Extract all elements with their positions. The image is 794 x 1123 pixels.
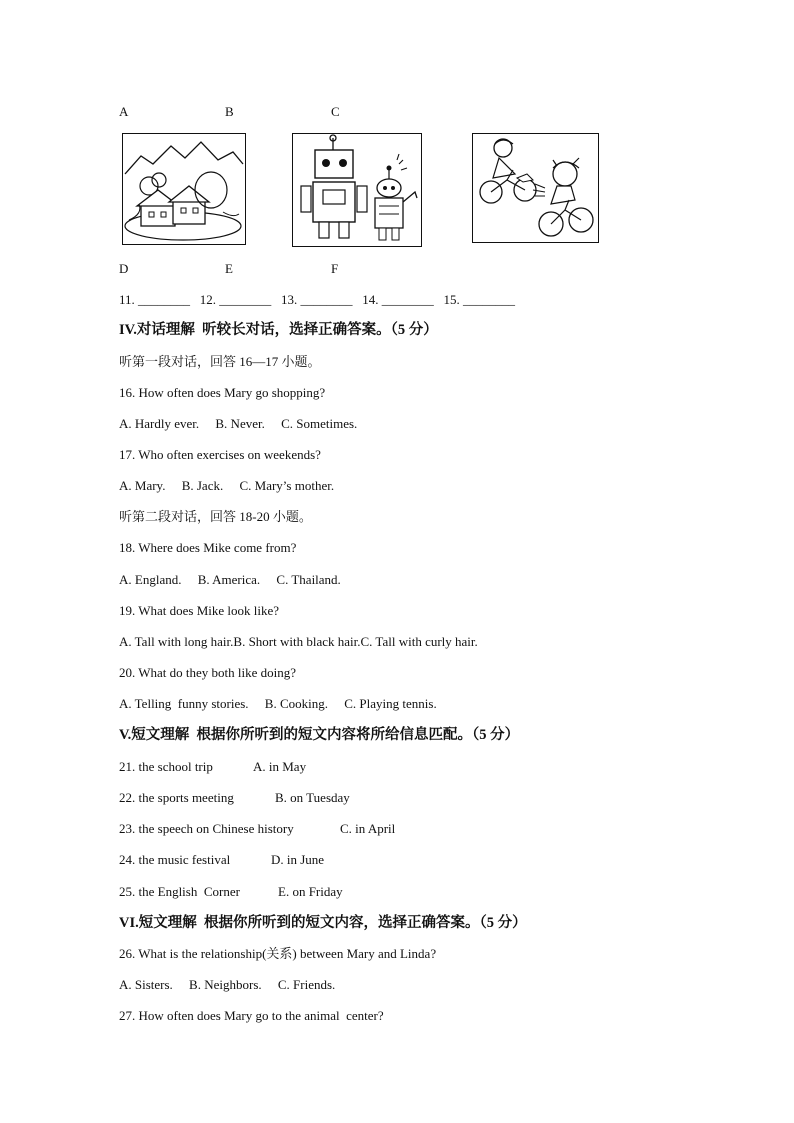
section-4-heading: IV.对话理解 听较长对话，选择正确答案。（5 分） (119, 322, 438, 338)
question-20: 20. What do they both like doing? (119, 665, 297, 680)
options-18: A. England. B. America. C. Thailand. (119, 572, 341, 587)
robots-picture (292, 133, 422, 247)
match-item-22 (119, 790, 234, 806)
match-right-a: A. in May (253, 759, 307, 774)
image-label-c: C (331, 104, 340, 119)
question-27: 27. How often does Mary go to the animal center? (119, 1008, 384, 1023)
options-19: A. Tall with long hair.B. Short with black hair.C. Tall with curly hair. (119, 634, 478, 649)
image-label-b: B (225, 104, 234, 119)
question-17: 17. Who often exercises on weekends? (119, 447, 321, 462)
options-16: A. Hardly ever. B. Never. C. Sometimes. (119, 416, 358, 431)
match-right-d: D. in June (271, 852, 325, 867)
match-item-24 (119, 852, 230, 868)
match-left-24: 24. the music festival (119, 852, 231, 867)
section-6-heading: VI.短文理解 根据你所听到的短文内容，选择正确答案。（5 分） (119, 915, 527, 931)
match-left-25: 25. the English Corner (119, 884, 240, 899)
image-label-a: A (119, 104, 129, 119)
match-item-25 (119, 884, 240, 900)
image-label-e: E (225, 261, 233, 276)
options-20: A. Telling funny stories. B. Cooking. C. Playing tennis. (119, 696, 437, 711)
match-item-23 (119, 821, 294, 837)
question-16: 16. How often does Mary go shopping? (119, 385, 326, 400)
options-26: A. Sisters. B. Neighbors. C. Friends. (119, 977, 336, 992)
image-label-d: D (119, 261, 129, 276)
section-4-intro-1: 听第一段对话，回答 16—17 小题。 (119, 354, 321, 369)
match-left-22: 22. the sports meeting (119, 790, 234, 805)
match-left-23: 23. the speech on Chinese history (119, 821, 294, 836)
question-19: 19. What does Mike look like? (119, 603, 280, 618)
question-26: 26. What is the relationship(关系) between Mary and Linda? (119, 946, 437, 961)
match-left-21: 21. the school trip (119, 759, 213, 774)
section-5-heading: V.短文理解 根据你所听到的短文内容将所给信息匹配。（5 分） (119, 727, 520, 743)
section-4-intro-2: 听第二段对话，回答 18-20 小题。 (119, 509, 312, 524)
match-right-e: E. on Friday (278, 884, 343, 899)
village-picture (122, 133, 246, 245)
match-right-c: C. in April (340, 821, 396, 836)
image-label-f: F (331, 261, 339, 276)
cycling-picture (472, 133, 599, 243)
answer-blanks-11-15: 11. ________ 12. ________ 13. ________ 14. ________ 15. ________ (119, 292, 516, 307)
match-right-b: B. on Tuesday (275, 790, 350, 805)
question-18: 18. Where does Mike come from? (119, 540, 297, 555)
options-17: A. Mary. B. Jack. C. Mary’s mother. (119, 478, 335, 493)
match-item-21 (119, 759, 213, 775)
